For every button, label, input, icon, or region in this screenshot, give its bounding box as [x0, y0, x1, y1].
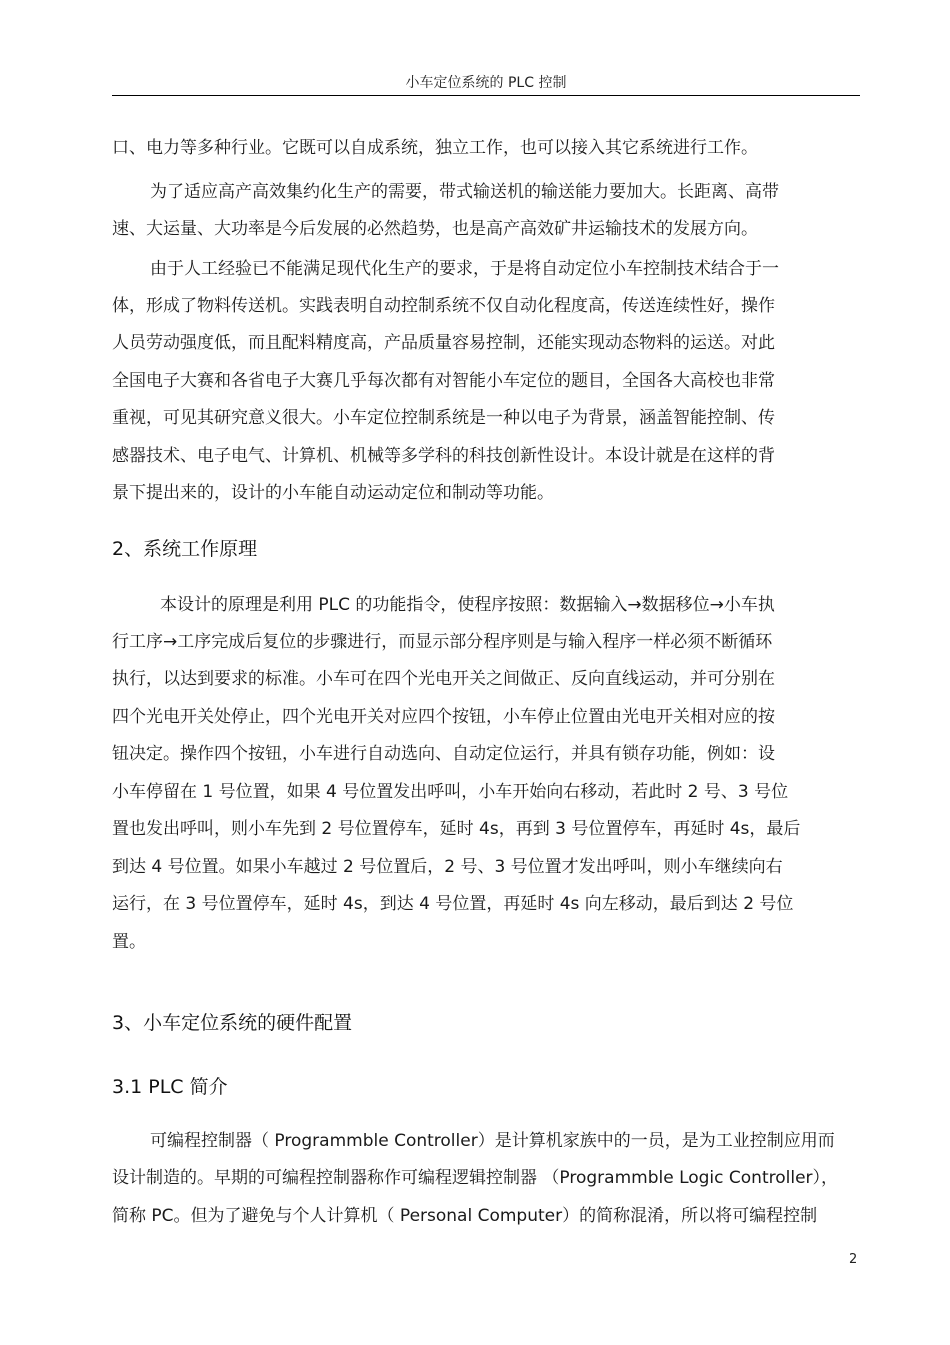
text-line: 人员劳动强度低，而且配料精度高，产品质量容易控制，还能实现动态物料的运送。对此 — [112, 333, 775, 353]
text-line: 体，形成了物料传送机。实践表明自动控制系统不仅自动化程度高，传送连续性好，操作 — [112, 296, 775, 316]
header-rule — [112, 95, 860, 96]
section-heading-working-principle: 2、系统工作原理 — [112, 538, 258, 560]
subsection-heading-plc-intro: 3.1 PLC 简介 — [112, 1076, 228, 1098]
text-line: 置也发出呼叫，则小车先到 2 号位置停车，延时 4s，再到 3 号位置停车，再延时 4s，最后 — [112, 819, 801, 839]
text-line: 本设计的原理是利用 PLC 的功能指令，使程序按照：数据输入→数据移位→小车执 — [160, 595, 775, 615]
text-line: 执行，以达到要求的标准。小车可在四个光电开关之间做正、反向直线运动，并可分别在 — [112, 669, 775, 689]
text-line: 置。 — [112, 932, 146, 952]
text-line: 速、大运量、大功率是今后发展的必然趋势，也是高产高效矿井运输技术的发展方向。 — [112, 219, 758, 239]
text-line: 设计制造的。早期的可编程控制器称作可编程逻辑控制器 （Programmble Logic Controller）， — [112, 1168, 839, 1188]
text-line: 由于人工经验已不能满足现代化生产的要求，于是将自动定位小车控制技术结合于一 — [150, 259, 779, 279]
text-line: 钮决定。操作四个按钮，小车进行自动选向、自动定位运行，并具有锁存功能，例如：设 — [112, 744, 775, 764]
section-heading-hardware-config: 3、小车定位系统的硬件配置 — [112, 1012, 353, 1034]
text-line: 行工序→工序完成后复位的步骤进行，而显示部分程序则是与输入程序一样必须不断循环 — [112, 632, 773, 652]
text-line: 到达 4 号位置。如果小车越过 2 号位置后，2 号、3 号位置才发出呼叫，则小车继续向右 — [112, 857, 783, 877]
text-line: 口、电力等多种行业。它既可以自成系统，独立工作，也可以接入其它系统进行工作。 — [112, 138, 758, 158]
text-line: 全国电子大赛和各省电子大赛几乎每次都有对智能小车定位的题目，全国各大高校也非常 — [112, 371, 775, 391]
text-line: 可编程控制器（ Programmble Controller）是计算机家族中的一员，是为工业控制应用而 — [150, 1131, 835, 1151]
text-line: 景下提出来的，设计的小车能自动运动定位和制动等功能。 — [112, 483, 554, 503]
text-line: 简称 PC。但为了避免与个人计算机（ Personal Computer）的简称混淆，所以将可编程控制 — [112, 1206, 818, 1226]
text-line: 为了适应高产高效集约化生产的需要，带式输送机的输送能力要加大。长距离、高带 — [150, 182, 779, 202]
text-line: 重视，可见其研究意义很大。小车定位控制系统是一种以电子为背景，涵盖智能控制、传 — [112, 408, 775, 428]
text-line: 小车停留在 1 号位置，如果 4 号位置发出呼叫，小车开始向右移动，若此时 2 号、3 号位 — [112, 782, 789, 802]
text-line: 感器技术、电子电气、计算机、机械等多学科的科技创新性设计。本设计就是在这样的背 — [112, 446, 775, 466]
text-line: 运行，在 3 号位置停车，延时 4s，到达 4 号位置，再延时 4s 向左移动，最后到达 2 号位 — [112, 894, 794, 914]
page-number: 2 — [849, 1252, 858, 1267]
page-header-title: 小车定位系统的 PLC 控制 — [405, 75, 567, 91]
text-line: 四个光电开关处停止，四个光电开关对应四个按钮，小车停止位置由光电开关相对应的按 — [112, 707, 775, 727]
